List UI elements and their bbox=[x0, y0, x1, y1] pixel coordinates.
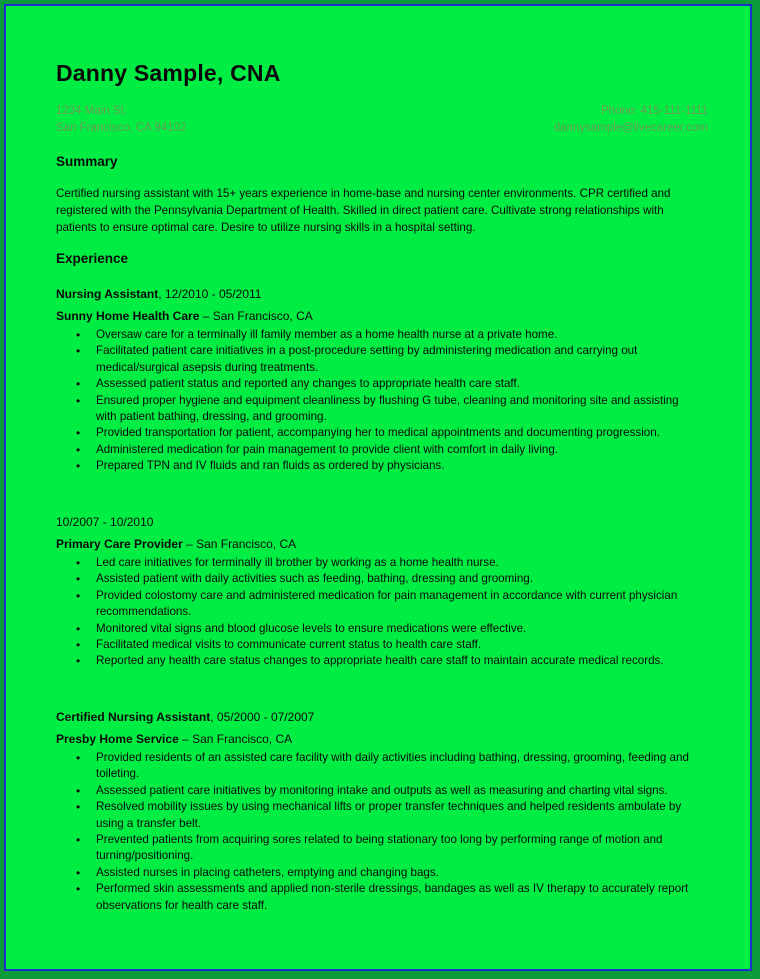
job-title-line bbox=[56, 706, 708, 728]
list-item: • Provided transportation for patient, accompanying her to medical appointments and documenting progression. bbox=[76, 426, 660, 441]
job-entry-2 bbox=[56, 511, 708, 670]
list-item: • Administered medication for pain management to provide client with comfort in daily living. bbox=[76, 442, 559, 457]
bullet-icon: • bbox=[76, 377, 81, 392]
bullet-icon: • bbox=[76, 800, 81, 815]
list-item: • Reported any health care status changes to appropriate health care staff to maintain accurate medical records. bbox=[76, 654, 664, 669]
job-entry-3 bbox=[56, 706, 708, 914]
bullet-icon: • bbox=[76, 442, 81, 457]
bullet-icon: • bbox=[76, 588, 81, 603]
job-bullet-list bbox=[56, 555, 708, 670]
summary-heading: Summary bbox=[56, 154, 118, 169]
job-title-line bbox=[56, 511, 708, 533]
employer-line bbox=[56, 533, 708, 555]
list-item: • Resolved mobility issues by using mechanical lifts or proper transfer techniques and helped residents ambulate by using a transfer belt. bbox=[76, 800, 682, 830]
bullet-icon: • bbox=[76, 751, 81, 765]
list-item: • Led care initiatives for terminally ill brother by working as a home health nurse. bbox=[76, 556, 499, 570]
bullet-icon: • bbox=[76, 344, 81, 359]
job-location: – San Francisco, CA bbox=[182, 537, 297, 551]
job-location: – San Francisco, CA bbox=[178, 732, 293, 746]
list-item: • Assessed patient status and reported any changes to appropriate health care staff. bbox=[76, 377, 520, 392]
employer-name: Primary Care Provider bbox=[56, 537, 183, 551]
list-item: • Provided residents of an assisted care facility with daily activities including bathing, dressing, grooming, feeding and toileting. bbox=[76, 751, 689, 781]
bullet-icon: • bbox=[76, 393, 81, 408]
bullet-icon: • bbox=[76, 459, 81, 474]
experience-heading: Experience bbox=[56, 251, 129, 266]
bullet-icon: • bbox=[76, 882, 81, 897]
bullet-icon: • bbox=[76, 833, 81, 848]
job-entry-1 bbox=[56, 283, 708, 475]
email[interactable]: dannysample@livecareer.com bbox=[553, 122, 708, 134]
address-line-1: 1234 Main St. bbox=[56, 105, 127, 117]
employer-line bbox=[56, 728, 708, 750]
bullet-icon: • bbox=[76, 426, 81, 441]
list-item: • Prepared TPN and IV fluids and ran fluids as ordered by physicians. bbox=[76, 459, 445, 474]
list-item: • Facilitated medical visits to communicate current status to health care staff. bbox=[76, 638, 482, 653]
list-item: • Assisted nurses in placing catheters, emptying and changing bags. bbox=[76, 865, 439, 880]
list-item: • Prevented patients from acquiring sores related to being stationary too long by performing range of motion and turning/positioning. bbox=[76, 833, 663, 863]
bullet-icon: • bbox=[76, 654, 81, 669]
address-line-2: San Francisco, CA 94102 bbox=[56, 122, 187, 134]
summary-text: Certified nursing assistant with 15+ years experience in home-base and nursing center environments. CPR certified and registered with the Pennsylvania Department of Health. Skilled in direct patient care. Cultivate strong relationships with patients to ensure optimal care. Desire to utilize nursing skills in a hospital setting. bbox=[56, 187, 671, 234]
candidate-name: Danny Sample, CNA bbox=[56, 60, 281, 86]
list-item: • Assessed patient care initiatives by monitoring intake and outputs as well as measuring and charting vital signs. bbox=[76, 783, 668, 798]
job-dates: 10/2007 - 10/2010 bbox=[56, 515, 154, 529]
employer-name: Sunny Home Health Care bbox=[56, 309, 200, 323]
list-item: • Monitored vital signs and blood glucose levels to ensure medications were effective. bbox=[76, 621, 527, 636]
bullet-icon: • bbox=[76, 572, 81, 587]
job-location: – San Francisco, CA bbox=[199, 309, 313, 323]
bullet-icon: • bbox=[76, 638, 81, 653]
job-dates: , 05/2000 - 07/2007 bbox=[210, 710, 315, 724]
list-item: • Provided colostomy care and administered medication for pain management in accordance with current physician recommendations. bbox=[76, 588, 678, 619]
job-title: Certified Nursing Assistant bbox=[56, 710, 211, 724]
list-item: • Performed skin assessments and applied non-sterile dressings, bandages as well as IV therapy to accurately report observations for health care staff. bbox=[76, 882, 689, 912]
phone-email-block bbox=[554, 103, 708, 137]
job-bullet-list bbox=[56, 750, 708, 914]
resume-page bbox=[4, 4, 752, 971]
list-item: • Facilitated patient care initiatives in a post-procedure setting by administering medication and carrying out medical/surgical asepsis during treatments. bbox=[76, 344, 638, 374]
job-bullet-list bbox=[56, 327, 708, 475]
bullet-icon: • bbox=[76, 328, 81, 342]
list-item: • Oversaw care for a terminally ill family member as a home health nurse at a private home. bbox=[76, 328, 558, 342]
job-title: Nursing Assistant bbox=[56, 287, 159, 301]
employer-name: Presby Home Service bbox=[56, 732, 179, 746]
phone: Phone: 415-111-1111 bbox=[601, 105, 708, 117]
bullet-icon: • bbox=[76, 621, 81, 636]
bullet-icon: • bbox=[76, 865, 81, 880]
job-title-line bbox=[56, 283, 708, 305]
list-item: • Assisted patient with daily activities such as feeding, bathing, dressing and grooming. bbox=[76, 572, 533, 587]
job-dates: , 12/2010 - 05/2011 bbox=[158, 287, 262, 301]
address-block bbox=[56, 103, 186, 137]
employer-line bbox=[56, 305, 708, 327]
bullet-icon: • bbox=[76, 783, 81, 798]
bullet-icon: • bbox=[76, 556, 81, 570]
list-item: • Ensured proper hygiene and equipment cleanliness by flushing G tube, cleaning and monitoring site and assisting with patient bathing, dressing, and grooming. bbox=[76, 393, 679, 424]
